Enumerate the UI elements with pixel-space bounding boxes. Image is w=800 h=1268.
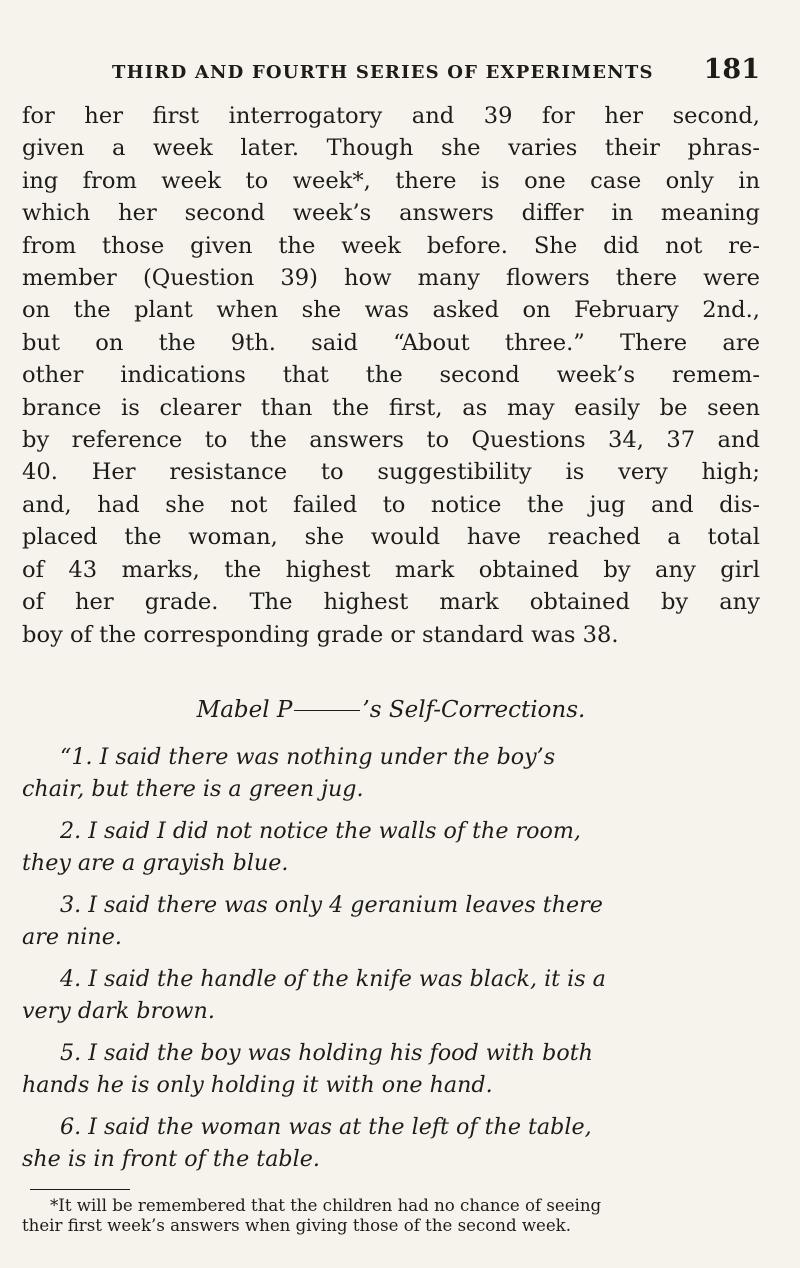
item-line: 4. I said the handle of the knife was black, it is a <box>60 965 606 992</box>
body-line: from those given the week before. She did not re- <box>22 232 760 259</box>
body-line: for her first interrogatory and 39 for her second, <box>22 103 760 129</box>
heading-title: ’s Self-Corrections. <box>362 696 586 723</box>
body-line: placed the woman, she would have reached a total <box>22 524 760 551</box>
footnote <box>22 1196 760 1236</box>
body-line: 40. Her resistance to suggestibility is very high; <box>22 459 760 486</box>
list-item <box>22 1037 760 1101</box>
page-number: 181 <box>703 54 760 85</box>
item-line: are nine. <box>22 923 122 950</box>
item-line: chair, but there is a green jug. <box>22 775 364 802</box>
footnote-rule <box>30 1189 130 1190</box>
item-line: very dark brown. <box>22 997 215 1024</box>
name-dash <box>294 710 360 711</box>
list-item <box>22 963 760 1027</box>
item-line: they are a grayish blue. <box>22 849 289 876</box>
list-item <box>22 741 760 805</box>
running-head <box>22 52 760 86</box>
corrections-list <box>22 741 760 1175</box>
running-title: THIRD AND FOURTH SERIES OF EXPERIMENTS <box>112 62 654 83</box>
body-line: of her grade. The highest mark obtained by any <box>22 589 760 616</box>
item-line: 5. I said the boy was holding his food with both <box>60 1039 593 1066</box>
body-line: which her second week’s answers differ in meaning <box>22 200 760 227</box>
body-line: by reference to the answers to Questions 34, 37 and <box>22 427 760 454</box>
footnote-line: *It will be remembered that the children had no chance of seeing <box>50 1195 602 1215</box>
heading-name: Mabel P <box>196 696 293 723</box>
list-item <box>22 815 760 879</box>
body-paragraph <box>22 100 760 651</box>
body-line: brance is clearer than the first, as may easily be seen <box>22 394 760 421</box>
body-line: other indications that the second week’s remem- <box>22 362 760 389</box>
section-heading <box>22 697 760 723</box>
body-line: member (Question 39) how many flowers there were <box>22 265 760 292</box>
body-line: on the plant when she was asked on February 2nd., <box>22 297 760 324</box>
body-line: ing from week to week*, there is one case only in <box>22 167 760 194</box>
body-line: and, had she not failed to notice the jug and dis- <box>22 491 760 518</box>
body-line: of 43 marks, the highest mark obtained by any girl <box>22 556 760 583</box>
item-line: she is in front of the table. <box>22 1145 320 1172</box>
item-line: 6. I said the woman was at the left of the table, <box>60 1113 592 1140</box>
list-item <box>22 889 760 953</box>
item-line: “1. I said there was nothing under the boy’s <box>60 743 556 770</box>
item-line: 3. I said there was only 4 geranium leaves there <box>60 891 603 918</box>
body-line: given a week later. Though she varies their phras- <box>22 135 760 162</box>
list-item <box>22 1111 760 1175</box>
body-line: boy of the corresponding grade or standard was 38. <box>22 621 619 648</box>
footnote-line: their first week’s answers when giving those of the second week. <box>22 1215 572 1235</box>
item-line: 2. I said I did not notice the walls of the room, <box>60 817 581 844</box>
body-line: but on the 9th. said “About three.” There are <box>22 329 760 356</box>
item-line: hands he is only holding it with one hand. <box>22 1071 493 1098</box>
